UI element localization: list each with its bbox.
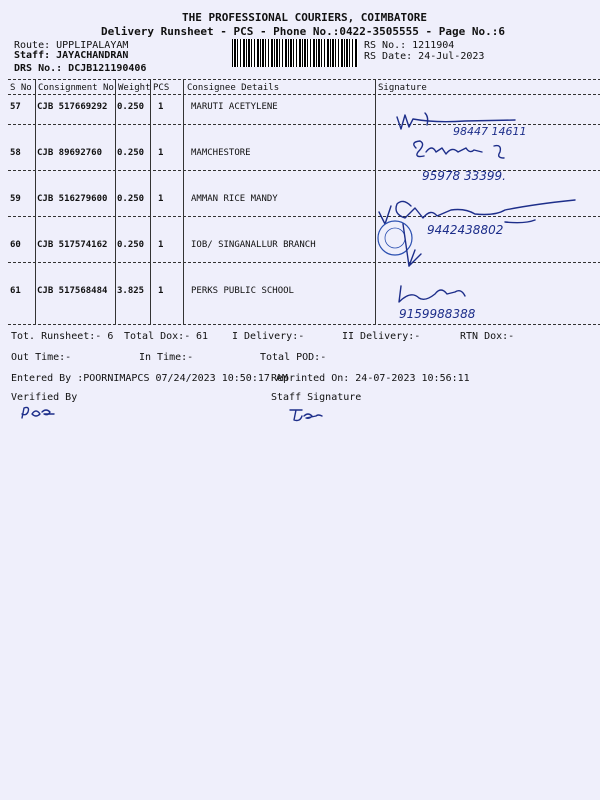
rtn-dox-label: RTN Dox:- — [460, 331, 515, 342]
row-consignment: CJB 517669292 — [37, 102, 108, 112]
row-sno: 61 — [10, 286, 21, 296]
row-weight: 0.250 — [117, 148, 145, 158]
row-sno: 57 — [10, 102, 21, 112]
row-consignment: CJB 89692760 — [37, 148, 103, 158]
signature-phone: 95978 33399. — [422, 169, 506, 183]
row-pcs: 1 — [158, 286, 164, 296]
row-weight: 3.825 — [117, 286, 145, 296]
row-consignee: MARUTI ACETYLENE — [191, 102, 278, 112]
staff-label: Staff: JAYACHANDRAN — [14, 50, 129, 61]
total-pod-label: Total POD:- — [260, 352, 327, 363]
col-sno: S No — [10, 83, 32, 93]
staff-signature — [288, 406, 328, 424]
col-weight: Weight — [118, 83, 151, 93]
in-time-label: In Time:- — [139, 352, 194, 363]
total-dox-value: 61 — [196, 331, 209, 342]
row-consignee: IOB/ SINGANALLUR BRANCH — [191, 240, 316, 250]
col-consignee: Consignee Details — [187, 83, 280, 93]
drs-label: DRS No.: DCJB121190406 — [14, 63, 147, 74]
verifier-signature — [20, 404, 60, 424]
col-signature: Signature — [378, 83, 427, 93]
row-consignment: CJB 516279600 — [37, 194, 108, 204]
staff-signature-label: Staff Signature — [271, 392, 362, 403]
row-consignee: MAMCHESTORE — [191, 148, 251, 158]
row-consignment: CJB 517568484 — [37, 286, 108, 296]
row-consignee: PERKS PUBLIC SCHOOL — [191, 286, 294, 296]
col-pcs: PCS — [153, 83, 170, 93]
row-pcs: 1 — [158, 194, 164, 204]
i-delivery-label: I Delivery:- — [232, 331, 305, 342]
tot-runsheet: Tot. Runsheet:- 6 — [11, 331, 114, 342]
signature-row-57 — [395, 105, 545, 140]
row-pcs: 1 — [158, 148, 164, 158]
out-time-label: Out Time:- — [11, 352, 72, 363]
signature-phone: 9442438802 — [427, 223, 504, 237]
signature-phone: 98447 14611 — [453, 125, 527, 138]
row-sno: 60 — [10, 240, 21, 250]
row-consignment: CJB 517574162 — [37, 240, 108, 250]
rs-no-label: RS No.: 1211904 — [364, 40, 455, 51]
row-sno: 59 — [10, 194, 21, 204]
table-top-rule — [8, 79, 600, 80]
signature-row-58 — [412, 138, 562, 186]
row-weight: 0.250 — [117, 240, 145, 250]
row-weight: 0.250 — [117, 102, 145, 112]
ii-delivery-label: II Delivery:- — [342, 331, 421, 342]
row-pcs: 1 — [158, 102, 164, 112]
col-consignment: Consignment No — [38, 83, 114, 93]
rs-date-label: RS Date: 24-Jul-2023 — [364, 51, 485, 62]
verified-by-label: Verified By — [11, 392, 78, 403]
reprinted-on: Reprinted On: 24-07-2023 10:56:11 — [271, 373, 470, 384]
barcode — [232, 39, 358, 67]
row-weight: 0.250 — [117, 194, 145, 204]
entered-by: Entered By :POORNIMAPCS 07/24/2023 10:50:17 AM — [11, 373, 288, 384]
signature-phone: 9159988388 — [399, 307, 476, 321]
row-pcs: 1 — [158, 240, 164, 250]
total-dox-label: Total Dox:- — [124, 331, 191, 342]
signature-row-61 — [395, 280, 515, 330]
row-sno: 58 — [10, 148, 21, 158]
row-consignee: AMMAN RICE MANDY — [191, 194, 278, 204]
signature-row-59-60 — [375, 194, 590, 274]
company-title: THE PROFESSIONAL COURIERS, COIMBATORE — [182, 11, 428, 24]
runsheet-title: Delivery Runsheet - PCS - Phone No.:0422-3505555 - Page No.:6 — [101, 25, 505, 38]
route-label: Route: UPPLIPALAYAM — [14, 40, 129, 51]
